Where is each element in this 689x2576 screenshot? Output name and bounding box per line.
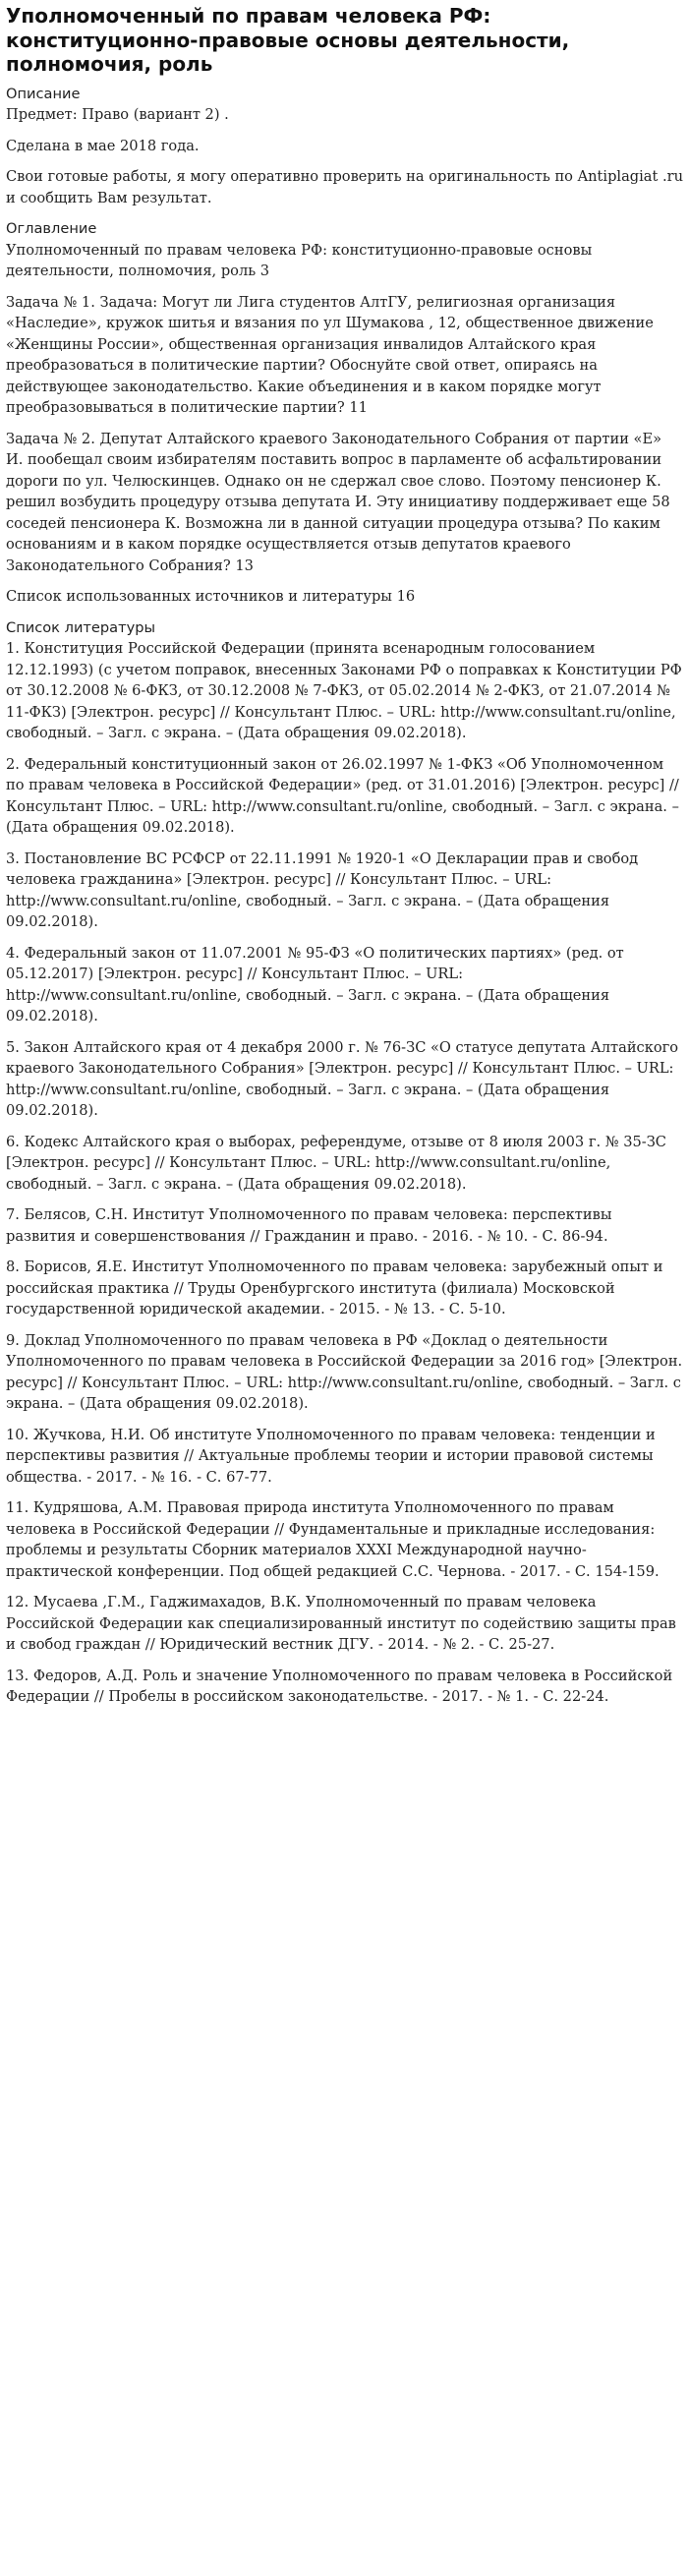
page-title: Уполномоченный по правам человека РФ: конституционно-правовые основы деятельности, полномочия, роль <box>6 4 570 76</box>
literature-item: 4. Федеральный закон от 11.07.2001 № 95-ФЗ «О политических партиях» (ред. от 05.12.2017) [Электрон. ресурс] // Консультант Плюс. – URL: http://www.consultant.ru/online, свободный. – Загл. с экрана. – (Дата обращения 09.02.2018). <box>6 944 624 1025</box>
toc-item: Задача № 1. Задача: Могут ли Лига студентов АлтГУ, религиозная организация «Наследие», кружок шитья и вязания по ул Шумакова , 12, общественное движение «Женщины России», общественная организация инвалидов Алтайского края преобразоваться в политические партии? Обоснуйте свой ответ, опираясь на действующее законодательство. Какие объединения и в каком порядке могут преобразовываться в политические партии? 11 <box>6 293 654 416</box>
subject-line: Предмет: Право (вариант 2) . <box>6 106 229 123</box>
toc-item: Уполномоченный по правам человека РФ: конституционно-правовые основы деятельности, полномочия, роль 3 <box>6 241 593 279</box>
literature-item: 1. Конституция Российской Федерации (принята всенародным голосованием 12.12.1993) (с учетом поправок, внесенных Законами РФ о поправках к Конституции РФ от 30.12.2008 № 6-ФКЗ, от 30.12.2008 № 7-ФКЗ, от 05.02.2014 № 2-ФКЗ, от 21.07.2014 № 11-ФКЗ) [Электрон. ресурс] // Консультант Плюс. – URL: http://www.consultant.ru/online, свободный. – Загл. с экрана. – (Дата обращения 09.02.2018). <box>6 640 682 741</box>
literature-item: 2. Федеральный конституционный закон от 26.02.1997 № 1-ФКЗ «Об Уполномоченном по правам человека в Российской Федерации» (ред. от 31.01.2016) [Электрон. ресурс] // Консультант Плюс. – URL: http://www.consultant.ru/online, свободный. – Загл. с экрана. – (Дата обращения 09.02.2018). <box>6 755 679 836</box>
originality-note: Свои готовые работы, я могу оперативно проверить на оригинальность по Antiplagiat .ru и сообщить Вам результат. <box>6 168 684 206</box>
literature-item: 10. Жучкова, Н.И. Об институте Уполномоченного по правам человека: тенденции и перспективы развития // Актуальные проблемы теории и истории правовой системы общества. - 2017. - № 16. - С. 67-77. <box>6 1426 656 1486</box>
literature-item: 13. Федоров, А.Д. Роль и значение Уполномоченного по правам человека в Российской Федерации // Пробелы в российском законодательстве. - 2017. - № 1. - С. 22-24. <box>6 1667 673 1705</box>
description-section <box>6 84 683 209</box>
contents-heading: Оглавление <box>6 220 97 237</box>
description-heading: Описание <box>6 85 81 102</box>
literature-item: 3. Постановление ВС РСФСР от 22.11.1991 № 1920-1 «О Декларации прав и свобод человека гражданина» [Электрон. ресурс] // Консультант Плюс. – URL: http://www.consultant.ru/online, свободный. – Загл. с экрана. – (Дата обращения 09.02.2018). <box>6 849 639 930</box>
toc-item: Список использованных источников и литературы 16 <box>6 588 416 605</box>
literature-section <box>6 617 683 1708</box>
literature-item: 8. Борисов, Я.Е. Институт Уполномоченного по правам человека: зарубежный опыт и российская практика // Труды Оренбургского института (филиала) Московской государственной юридической академии. - 2015. - № 13. - С. 5-10. <box>6 1259 663 1317</box>
contents-section <box>6 218 683 608</box>
literature-item: 11. Кудряшова, А.М. Правовая природа института Уполномоченного по правам человека в Российской Федерации // Фундаментальные и прикладные исследования: проблемы и результаты Сборник материалов XXXI Международной научно-практической конференции. Под общей редакцией С.С. Чернова. - 2017. - С. 154-159. <box>6 1499 660 1580</box>
made-date-line: Сделана в мае 2018 года. <box>6 137 200 154</box>
literature-item: 12. Мусаева ,Г.М., Гаджимахадов, В.К. Уполномоченный по правам человека Российской Федерации как специализированный институт по содействию защиты прав и свобод граждан // Юридический вестник ДГУ. - 2014. - № 2. - С. 25-27. <box>6 1594 676 1653</box>
literature-item: 5. Закон Алтайского края от 4 декабря 2000 г. № 76-ЗС «О статусе депутата Алтайского краевого Законодательного Собрания» [Электрон. ресурс] // Консультант Плюс. – URL: http://www.consultant.ru/online, свободный. – Загл. с экрана. – (Дата обращения 09.02.2018). <box>6 1038 679 1119</box>
literature-item: 7. Белясов, С.Н. Институт Уполномоченного по правам человека: перспективы развития и совершенствования // Гражданин и право. - 2016. - № 10. - С. 86-94. <box>6 1206 612 1245</box>
literature-item: 6. Кодекс Алтайского края о выборах, референдуме, отзыве от 8 июля 2003 г. № 35-ЗС [Электрон. ресурс] // Консультант Плюс. – URL: http://www.consultant.ru/online, свободный. – Загл. с экрана. – (Дата обращения 09.02.2018). <box>6 1133 666 1193</box>
literature-heading: Список литературы <box>6 618 156 636</box>
toc-item: Задача № 2. Депутат Алтайского краевого Законодательного Собрания от партии «Е» И. пообещал своим избирателям поставить вопрос в парламенте об асфальтировании дороги по ул. Челюскинцев. Однако он не сдержал свое слово. Поэтому пенсионер К. решил возбудить процедуру отзыва депутата И. Эту инициативу поддерживает еще 58 соседей пенсионера К. Возможна ли в данной ситуации процедура отзыва? По каким основаниям и в каком порядке осуществляется отзыв депутатов краевого Законодательного Собрания? 13 <box>6 430 670 574</box>
literature-item: 9. Доклад Уполномоченного по правам человека в РФ «Доклад о деятельности Уполномоченного по правам человека в Российской Федерации за 2016 год» [Электрон. ресурс] // Консультант Плюс. – URL: http://www.consultant.ru/online, свободный. – Загл. с экрана. – (Дата обращения 09.02.2018). <box>6 1331 683 1412</box>
